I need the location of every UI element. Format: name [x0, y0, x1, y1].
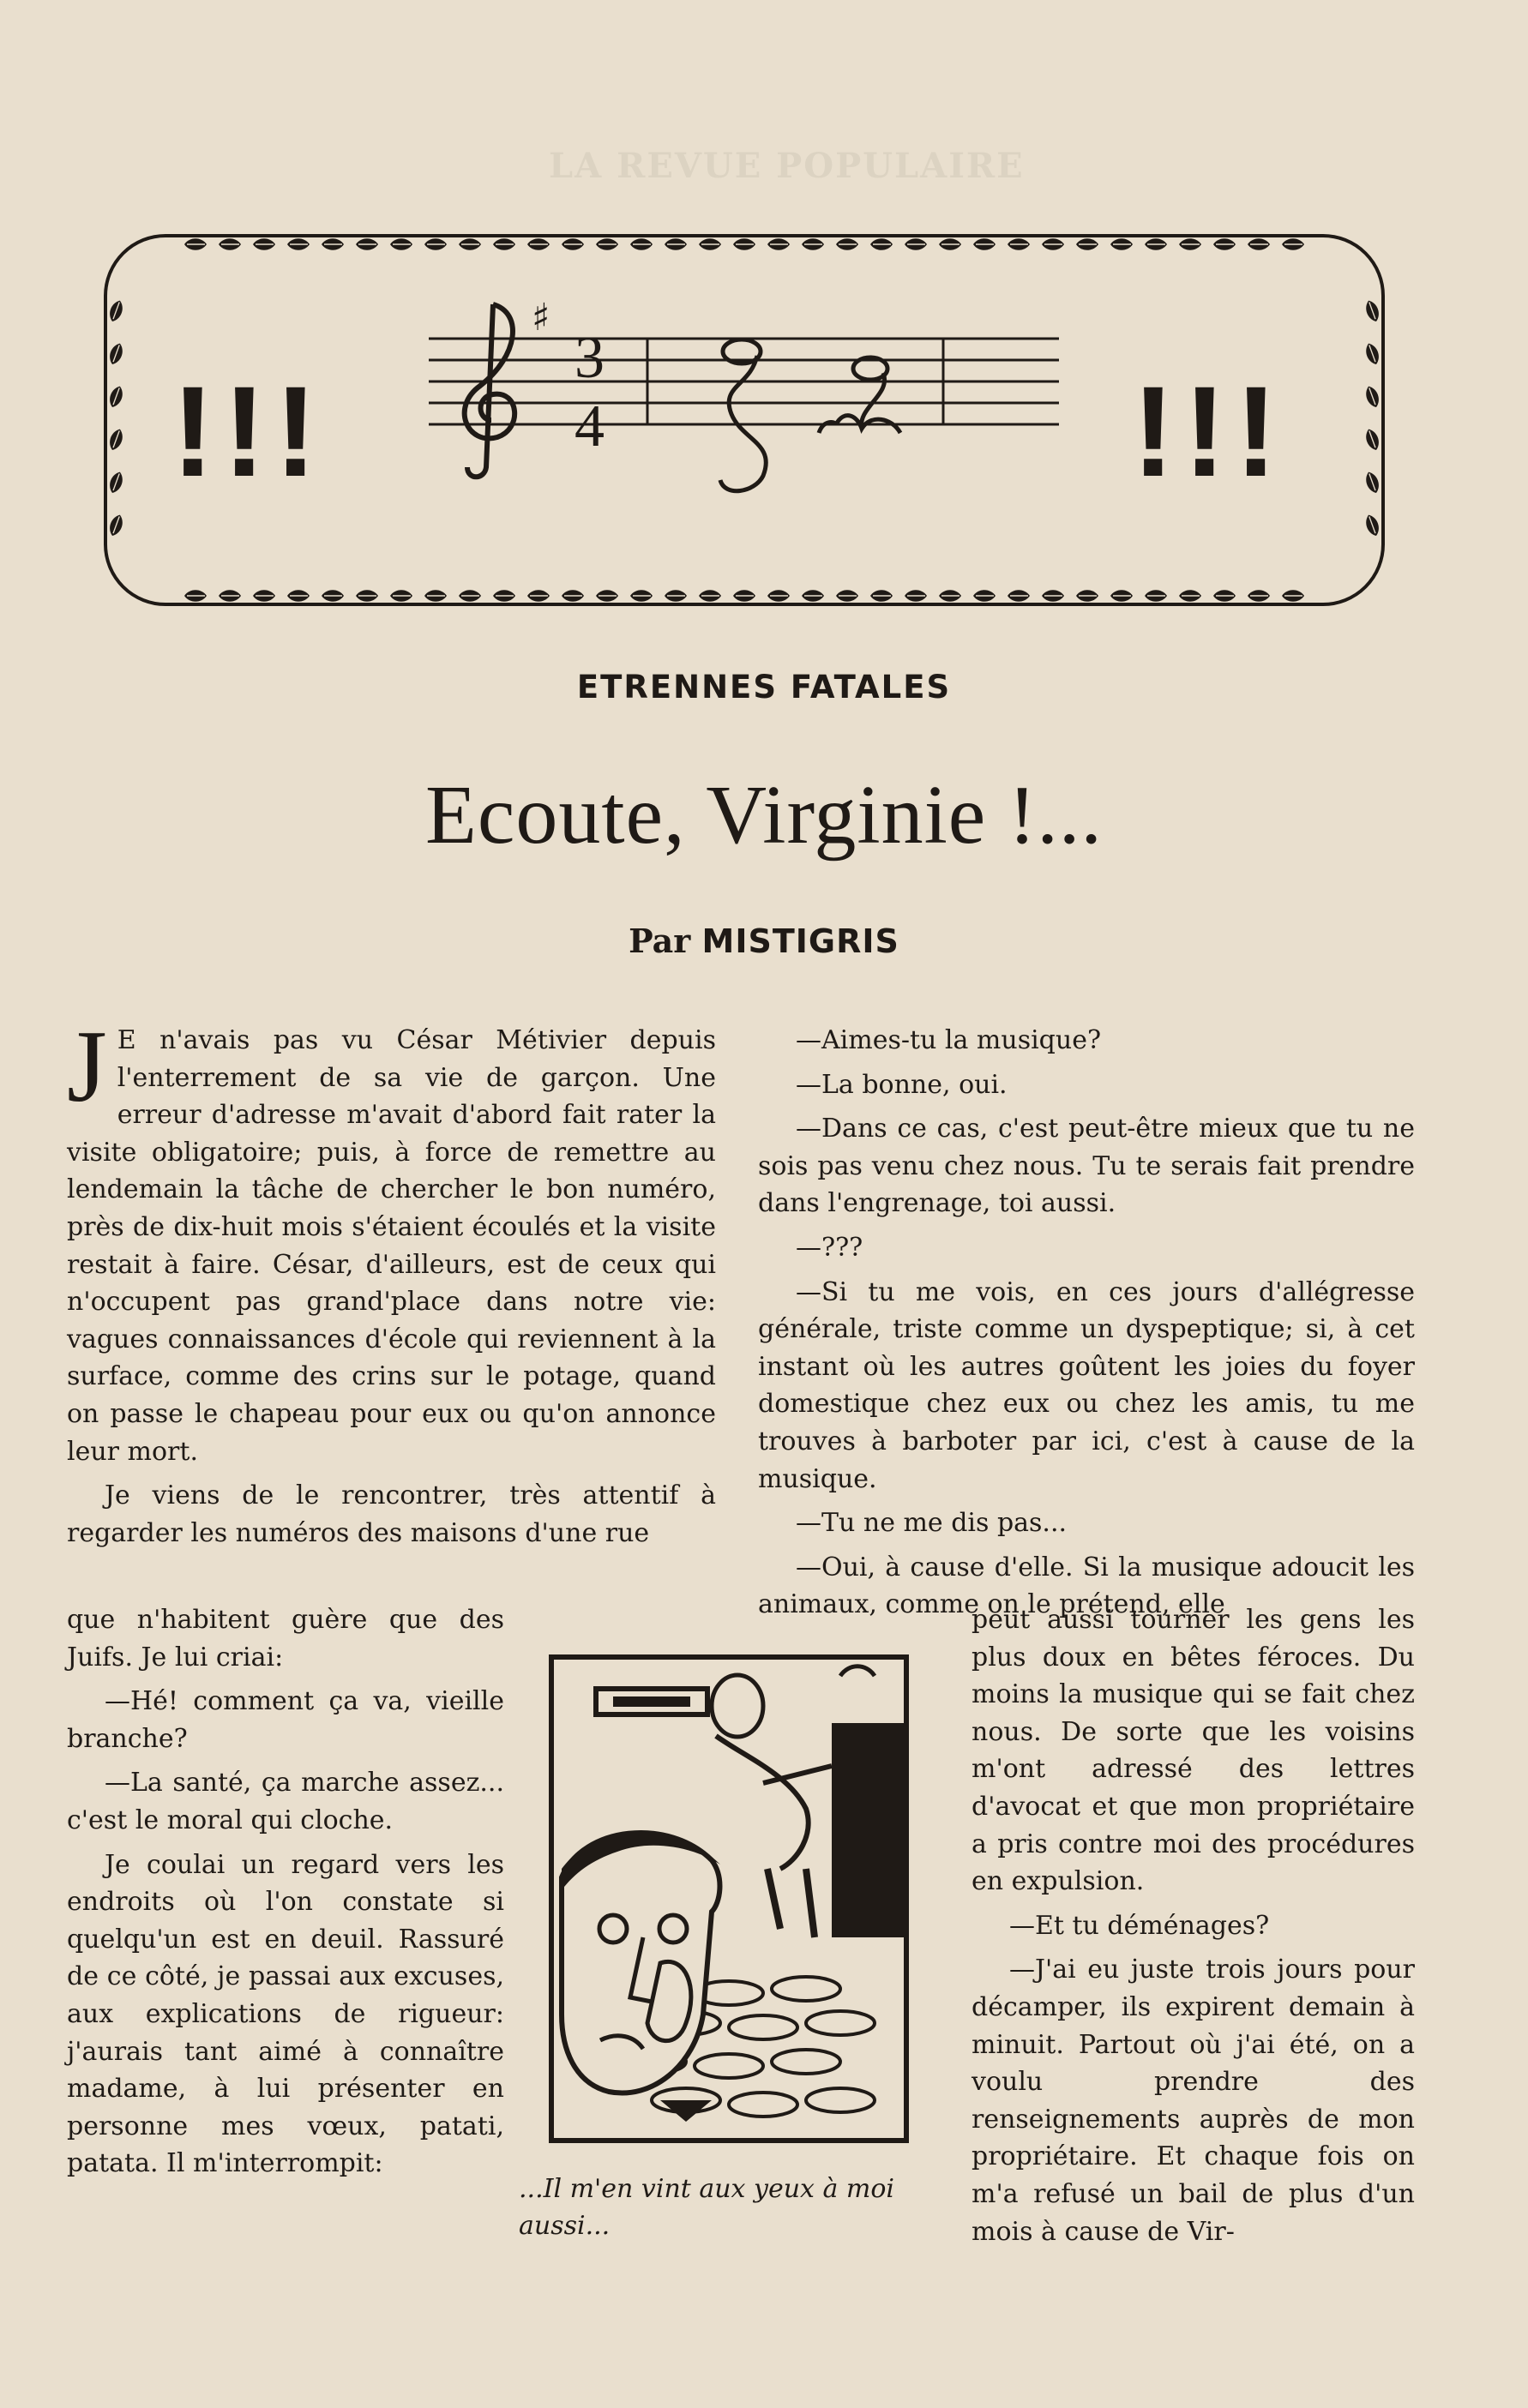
paragraph-1: J E n'avais pas vu César Métivier depuis l'enterrement de sa vie de garçon. Une erreur d'adresse m'avait d'abord fait rater la visite obligatoire; puis, à force de remettre au lendemain la tâche de chercher le bon numéro, près de dix-huit mois s'étaient écoulés et la visite restait à faire. César, d'ailleurs, est de ceux qui n'occupent pas grand'place dans notre vie: vagues connaissances d'école qui reviennent à la surface, comme des crins sur le potage, quand on passe le chapeau pour eux ou qu'on annonce leur mort.: [67, 1009, 716, 1467]
laurel-border-left: [107, 298, 126, 537]
illustration-caption: ...Il m'en vint aux yeux à moi aussi...: [519, 2174, 895, 2241]
paragraph-4: —Hé! comment ça va, vieille branche?: [67, 1686, 504, 1754]
dialogue-3: —Dans ce cas, c'est peut-être mieux que tu ne sois pas venu chez nous. Tu te serais fait prendre dans l'engrenage, toi aussi.: [758, 1114, 1415, 1219]
article-byline: [0, 922, 1528, 960]
woodcut-illustration: [549, 1654, 909, 2143]
column-right-top: [758, 1022, 1415, 1630]
running-head-bleedthrough: LA REVUE POPULAIRE: [549, 146, 1025, 186]
column-left-bottom: [67, 1601, 504, 2189]
byline-author: MISTIGRIS: [701, 922, 899, 960]
dialogue-6: —Tu ne me dis pas...: [796, 1508, 1068, 1539]
drop-cap: J: [67, 1009, 107, 1123]
time-signature-numerator: 3: [575, 325, 605, 391]
article-kicker: ETRENNES FATALES: [576, 669, 952, 706]
byline-prefix: Par: [629, 922, 691, 960]
dialogue-9: —J'ai eu juste trois jours pour décamper, ils expirent demain à minuit. Partout où j'ai été, on a voulu prendre des renseignements auprès de mon propriétaire. Et chaque fois on m'a refusé un bail de plus d'un mois à cause de Vir-: [972, 1955, 1415, 2247]
key-signature-sharp: ♯: [532, 296, 550, 339]
dialogue-5: —Si tu me vois, en ces jours d'allégresse générale, triste comme un dyspeptique; si, à cet instant où les autres goûtent les joies du foyer domestique chez eux ou chez les amis, tu me trouves à barboter par ici, c'est à cause de la musique.: [758, 1276, 1415, 1494]
laurel-border-bottom: [184, 590, 1304, 602]
time-signature-denominator: 4: [575, 393, 605, 459]
paragraph-3: que n'habitent guère que des Juifs. Je lui criai:: [67, 1605, 504, 1672]
laurel-border-top: [184, 238, 1304, 250]
exclamations-left: !!!: [171, 359, 326, 503]
dialogue-1: —Aimes-tu la musique?: [796, 1025, 1102, 1055]
column-right-bottom: [972, 1601, 1415, 2257]
distorted-note-icon: [720, 339, 766, 491]
paragraph-2: Je viens de le rencontrer, très attentif à regarder les numéros des maisons d'une rue: [67, 1480, 716, 1548]
exclamations-right: !!!: [1132, 359, 1286, 503]
dialogue-8: —Et tu déménages?: [1009, 1910, 1270, 1941]
dialogue-2: —La bonne, oui.: [796, 1069, 1008, 1100]
article-title: Ecoute, Virginie !...: [425, 769, 1103, 862]
melting-note-icon: [819, 357, 900, 433]
ornamental-music-banner: [90, 219, 1398, 630]
paragraph-6: Je coulai un regard vers les endroits où l'on constate si quelqu'un est en deuil. Rassuré de ce côté, je passai aux excuses, aux explications de rigueur: j'aurais tant aimé à connaître madame, à lui présenter en personne mes vœux, patati, patata. Il m'interrompit:: [67, 1849, 504, 2179]
column-left-top: [67, 1009, 716, 1558]
treble-clef-icon: [465, 304, 514, 477]
paragraph-5: —La santé, ça marche assez... c'est le moral qui cloche.: [67, 1768, 504, 1835]
paragraph-cont: peut aussi tourner les gens les plus doux en bêtes féroces. Du moins la musique qui se fait chez nous. De sorte que les voisins m'ont adressé des lettres d'avocat et que mon propriétaire a pris contre moi des procédures en expulsion.: [972, 1605, 1415, 1897]
dialogue-7: —Oui, à cause d'elle. Si la musique adoucit les animaux, comme on le prétend, elle: [758, 1552, 1415, 1620]
dialogue-4: —???: [796, 1232, 863, 1263]
laurel-border-right: [1363, 298, 1382, 537]
